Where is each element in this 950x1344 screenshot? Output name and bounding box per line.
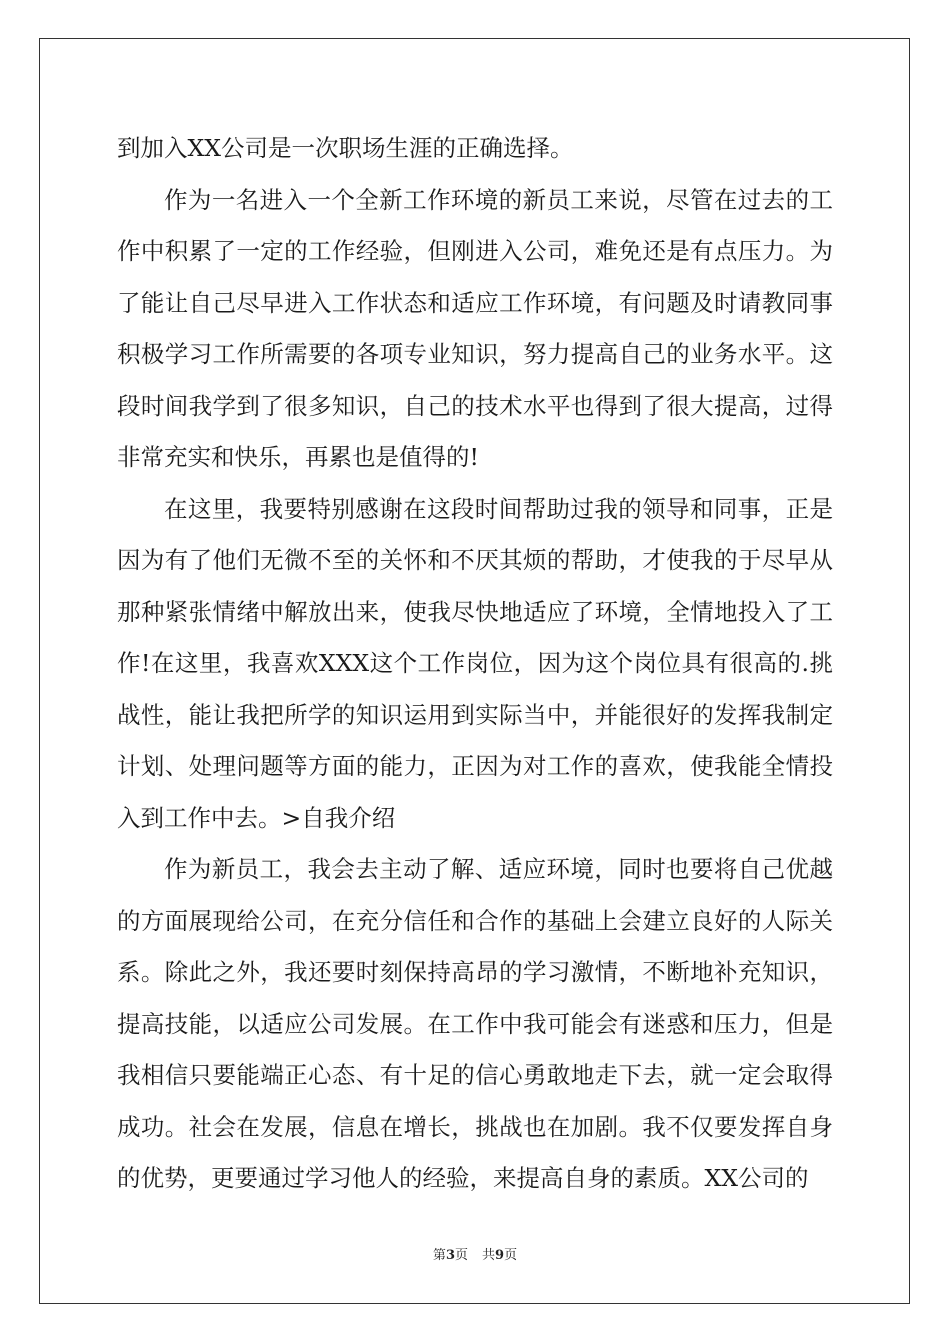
footer-total-suffix: 页 — [504, 1248, 518, 1263]
document-body — [117, 126, 833, 1208]
text-line: 到加入XX公司是一次职场生涯的正确选择。 — [117, 134, 574, 162]
paragraph — [117, 487, 833, 848]
text-line: 段时间我学到了很多知识，自己的技术水平也得到了很大提高，过得 — [117, 391, 833, 420]
footer-total-prefix: 共 — [482, 1248, 496, 1263]
text-line: 了能让自己尽早进入工作状态和适应工作环境，有问题及时请教同事 — [117, 288, 833, 317]
text-line: 因为有了他们无微不至的关怀和不厌其烦的帮助，才使我的于尽早从 — [117, 546, 833, 574]
text-line: 积极学习工作所需要的各项专业知识，努力提高自己的业务水平。这 — [117, 340, 833, 368]
text-line: 作中积累了一定的工作经验，但刚进入公司，难免还是有点压力。为 — [117, 237, 833, 265]
text-line: 战性，能让我把所学的知识运用到实际当中，并能很好的发挥我制定 — [117, 700, 833, 729]
footer-total-pages: 9 — [495, 1248, 505, 1263]
text-line: 的方面展现给公司，在充分信任和合作的基础上会建立良好的人际关 — [117, 906, 833, 935]
footer-page-prefix: 第 — [432, 1248, 446, 1263]
text-line: 成功。社会在发展，信息在增长，挑战也在加剧。我不仅要发挥自身 — [117, 1112, 833, 1141]
footer-current-page: 3 — [445, 1248, 455, 1263]
text-line: 计划、处理问题等方面的能力，正因为对工作的喜欢，使我能全情投 — [117, 752, 833, 780]
text-line: 作!在这里，我喜欢XXX这个工作岗位，因为这个岗位具有很高的.挑 — [117, 649, 833, 677]
text-line: 作为新员工，我会去主动了解、适应环境，同时也要将自己优越 — [164, 855, 833, 883]
paragraph — [117, 126, 833, 178]
footer-page-suffix: 页 — [454, 1248, 468, 1263]
page-footer — [0, 1247, 950, 1265]
text-line: 非常充实和快乐，再累也是值得的! — [117, 443, 479, 471]
text-line: 系。除此之外，我还要时刻保持高昂的学习激情，不断地补充知识， — [117, 958, 833, 986]
text-line: 那种紧张情绪中解放出来，使我尽快地适应了环境，全情地投入了工 — [117, 597, 833, 626]
paragraph — [117, 178, 833, 487]
paragraph — [117, 847, 833, 1208]
text-line: 提高技能，以适应公司发展。在工作中我可能会有迷惑和压力，但是 — [117, 1009, 833, 1038]
text-line: 入到工作中去。>自我介绍 — [117, 803, 396, 832]
text-line: 我相信只要能端正心态、有十足的信心勇敢地走下去，就一定会取得 — [117, 1061, 833, 1089]
text-line: 的优势，更要通过学习他人的经验，来提高自身的素质。XX公司的 — [117, 1164, 809, 1192]
text-line: 作为一名进入一个全新工作环境的新员工来说，尽管在过去的工 — [164, 185, 833, 214]
text-line: 在这里，我要特别感谢在这段时间帮助过我的领导和同事，正是 — [164, 494, 833, 523]
